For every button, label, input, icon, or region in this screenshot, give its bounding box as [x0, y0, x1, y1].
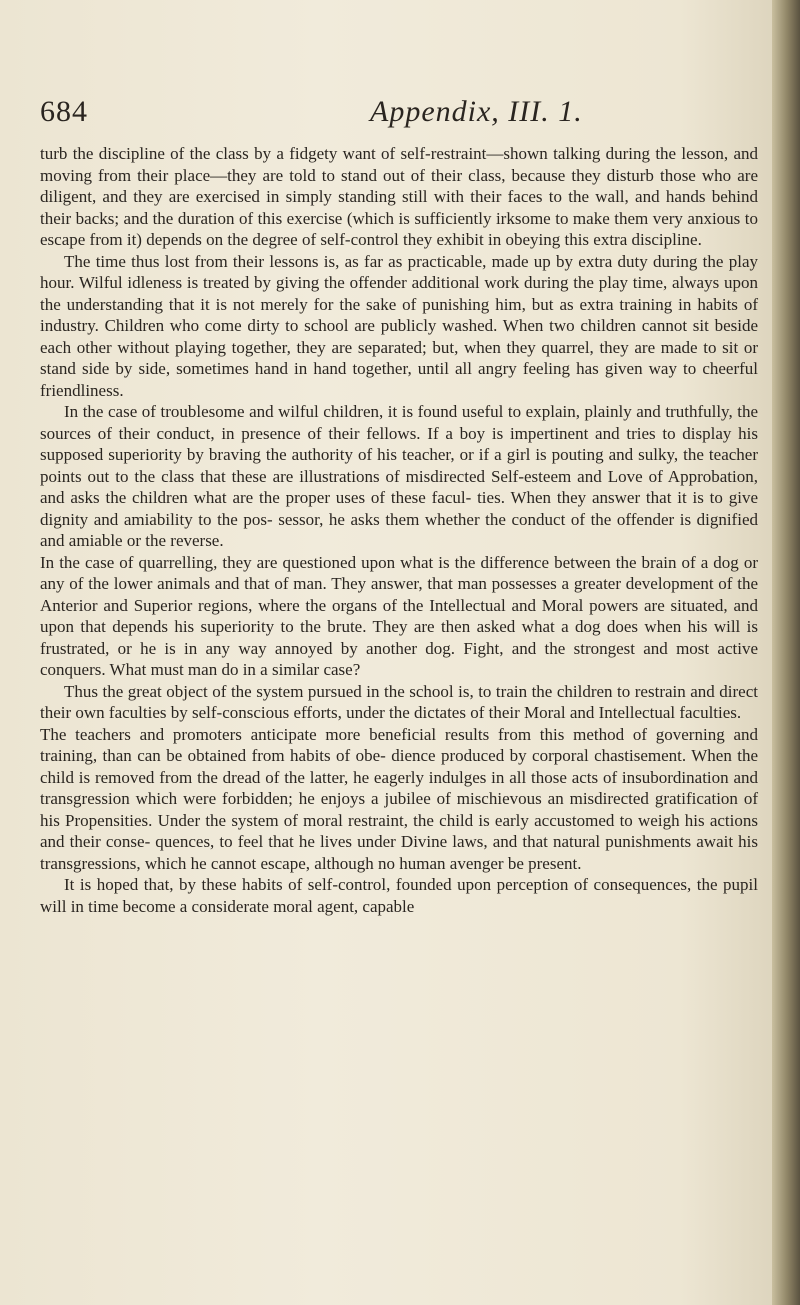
paragraph: In the case of quarrelling, they are questioned upon what is the difference between the brain of a dog or any of the lower animals and that of man. They answer, that man possesses a greater development of the Anterior and Superior regions, where the organs of the Intellectual and Moral powers are situated, and upon that depends his superiority to the brute. They are then asked what a dog does when his will is frustrated, or he is in any way annoyed by another dog. Fight, and the strongest and most active conquers. What must man do in a similar case?: [40, 552, 758, 679]
paragraph: The teachers and promoters anticipate more beneficial results from this method of governing and training, than can be obtained from habits of obe- dience produced by corporal chastisement. When the child is removed from the dread of the latter, he eagerly indulges in all those acts of insubordination and transgression which were forbidden; he enjoys a jubilee of mischievous an misdirected gratification of his Propensities. Under the system of moral restraint, the child is early accustomed to weigh his actions and their conse- quences, to feel that he lives under Divine laws, and that natural punishments await his transgressions, which he cannot escape, although no human avenger be present.: [40, 724, 758, 873]
page-edge-shadow: [772, 0, 800, 1305]
paragraph: The time thus lost from their lessons is, as far as practicable, made up by extra duty during the play hour. Wilful idleness is treated by giving the offender additional work during the play time, always upon the understanding that it is not merely for the sake of punishing him, but as extra training in habits of industry. Children who come dirty to school are publicly washed. When two children cannot sit beside each other without playing together, they are separated; but, when they quarrel, they are made to sit or stand side by side, sometimes hand in hand together, until all angry feeling has given way to cheerful friendliness.: [40, 251, 758, 400]
page-number: 684: [40, 95, 88, 128]
paragraph: Thus the great object of the system pursued in the school is, to train the children to restrain and direct their own faculties by self-conscious efforts, under the dictates of their Moral and Intellectual faculties.: [40, 681, 758, 722]
body-text: [40, 143, 758, 917]
running-head: Appendix, III. 1.: [370, 95, 583, 128]
paragraph: turb the discipline of the class by a fidgety want of self-restraint—shown talking during the lesson, and moving from their place—they are told to stand out of their class, because they disturb those who are diligent, and they are exercised in simply standing still with their faces to the wall, and hands behind their backs; and the duration of this exercise (which is sufficiently irksome to make them very anxious to escape from it) depends on the degree of self-control they exhibit in obeying this extra discipline.: [40, 144, 758, 249]
paragraph: In the case of troublesome and wilful children, it is found useful to explain, plainly and truthfully, the sources of their conduct, in presence of their fellows. If a boy is impertinent and tries to display his supposed superiority by braving the authority of his teacher, or if a girl is pouting and sulky, the teacher points out to the class that these are illustrations of misdirected Self-esteem and Love of Approbation, and asks the children what are the proper uses of these facul- ties. When they answer that it is to give dignity and amiability to the pos- sessor, he asks them whether the conduct of the offender is dignified and amiable or the reverse.: [40, 402, 758, 550]
page-header: [40, 95, 760, 135]
paragraph: It is hoped that, by these habits of self-control, founded upon perception of consequences, the pupil will in time become a considerate moral agent, capable: [40, 875, 758, 916]
